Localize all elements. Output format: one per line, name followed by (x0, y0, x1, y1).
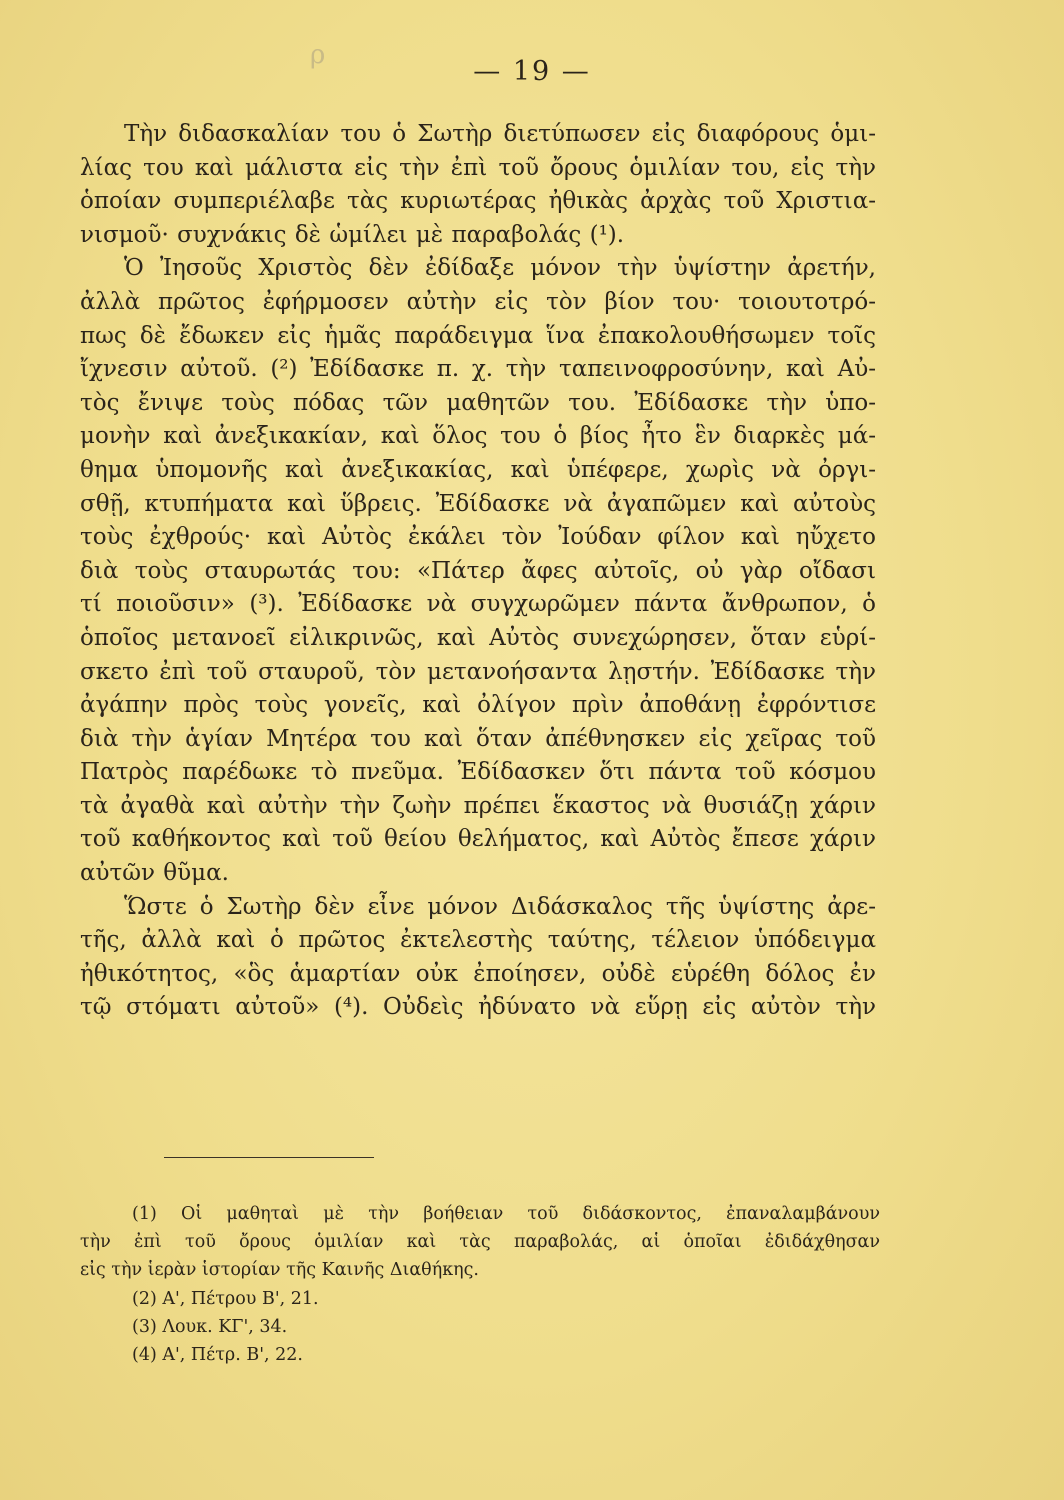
body-line: διὰ τὴν ἁγίαν Μητέρα του καὶ ὅταν ἀπέθνησκεν εἰς χεῖρας τοῦ (80, 725, 876, 752)
body-line: Πατρὸς παρέδωκε τὸ πνεῦμα. Ἐδίδασκεν ὅτι πάντα τοῦ κόσμου (80, 759, 876, 786)
body-line: νισμοῦ· συχνάκις δὲ ὡμίλει μὲ παραβολάς (¹). (80, 221, 625, 248)
footnote-line: (2) Α', Πέτρου Β', 21. (132, 1288, 319, 1309)
body-text (80, 118, 876, 1025)
page-corner-mark: ρ (310, 40, 326, 70)
body-line: ἴχνεσιν αὐτοῦ. (²) Ἐδίδασκε π. χ. τὴν ταπεινοφροσύνην, καὶ Αὐ- (80, 356, 876, 383)
body-line: ὁποίαν συμπεριέλαβε τὰς κυριωτέρας ἠθικὰς ἀρχὰς τοῦ Χριστια- (80, 188, 876, 215)
body-line: τὰ ἀγαθὰ καὶ αὐτὴν τὴν ζωὴν πρέπει ἕκαστος νὰ θυσιάζῃ χάριν (80, 792, 876, 819)
body-line: ὁποῖος μετανοεῖ εἰλικρινῶς, καὶ Αὐτὸς συνεχώρησεν, ὅταν εὑρί- (80, 624, 876, 651)
body-line: αὐτῶν θῦμα. (80, 860, 229, 887)
body-line: τὸς ἔνιψε τοὺς πόδας τῶν μαθητῶν του. Ἐδίδασκε τὴν ὑπο- (80, 389, 876, 416)
footnote-line: τὴν ἐπὶ τοῦ ὄρους ὁμιλίαν καὶ τὰς παραβολάς, αἱ ὁποῖαι ἐδιδάχθησαν (80, 1232, 880, 1253)
body-line: Ὥστε ὁ Σωτὴρ δὲν εἶνε μόνον Διδάσκαλος τῆς ὑψίστης ἀρε- (124, 893, 876, 920)
body-line: τοὺς ἐχθρούς· καὶ Αὐτὸς ἐκάλει τὸν Ἰούδαν φίλον καὶ ηὔχετο (80, 524, 876, 551)
footnote-line: (1) Οἱ μαθηταὶ μὲ τὴν βοήθειαν τοῦ διδάσκοντος, ἐπαναλαμβάνουν (132, 1204, 880, 1224)
footnotes (80, 1200, 880, 1369)
footnote-separator (164, 1157, 374, 1158)
body-line: τοῦ καθήκοντος καὶ τοῦ θείου θελήματος, καὶ Αὐτὸς ἔπεσε χάριν (80, 826, 876, 853)
body-line: πως δὲ ἔδωκεν εἰς ἡμᾶς παράδειγμα ἵνα ἐπακολουθήσωμεν τοῖς (80, 322, 876, 349)
body-line: σθῇ, κτυπήματα καὶ ὕβρεις. Ἐδίδασκε νὰ ἀγαπῶμεν καὶ αὐτοὺς (80, 490, 876, 517)
body-line: θημα ὑπομονῆς καὶ ἀνεξικακίας, καὶ ὑπέφερε, χωρὶς νὰ ὀργι- (80, 456, 876, 483)
footnote-line: εἰς τὴν ἱερὰν ἱστορίαν τῆς Καινῆς Διαθήκης. (80, 1260, 479, 1281)
body-line: τί ποιοῦσιν» (³). Ἐδίδασκε νὰ συγχωρῶμεν πάντα ἄνθρωπον, ὁ (80, 591, 876, 618)
body-line: ἀλλὰ πρῶτος ἐφήρμοσεν αὐτὴν εἰς τὸν βίον του· τοιουτοτρό- (80, 288, 876, 315)
footnote-line: (3) Λουκ. ΚΓ', 34. (132, 1316, 288, 1337)
footnote-line: (4) Α', Πέτρ. Β', 22. (132, 1345, 303, 1366)
body-line: σκετο ἐπὶ τοῦ σταυροῦ, τὸν μετανοήσαντα λῃστήν. Ἐδίδασκε τὴν (80, 658, 876, 685)
body-line: Τὴν διδασκαλίαν του ὁ Σωτὴρ διετύπωσεν εἰς διαφόρους ὁμι- (124, 121, 876, 147)
body-line: τῷ στόματι αὐτοῦ» (⁴). Οὐδεὶς ἠδύνατο νὰ εὕρῃ εἰς αὐτὸν τὴν (80, 994, 876, 1021)
page-number: — 19 — (473, 56, 591, 87)
body-line: διὰ τοὺς σταυρωτάς του: «Πάτερ ἄφες αὐτοῖς, οὐ γὰρ οἴδασι (80, 557, 876, 584)
body-line: Ὁ Ἰησοῦς Χριστὸς δὲν ἐδίδαξε μόνον τὴν ὑψίστην ἀρετήν, (124, 255, 876, 282)
body-line: λίας του καὶ μάλιστα εἰς τὴν ἐπὶ τοῦ ὄρους ὁμιλίαν του, εἰς τὴν (80, 154, 876, 181)
body-line: τῆς, ἀλλὰ καὶ ὁ πρῶτος ἐκτελεστὴς ταύτης, τέλειον ὑπόδειγμα (80, 927, 876, 954)
body-line: ἠθικότητος, «ὃς ἁμαρτίαν οὐκ ἐποίησεν, οὐδὲ εὑρέθη δόλος ἐν (80, 960, 876, 987)
body-line: μονὴν καὶ ἀνεξικακίαν, καὶ ὅλος του ὁ βίος ἦτο ἓν διαρκὲς μά- (80, 423, 876, 450)
body-line: ἀγάπην πρὸς τοὺς γονεῖς, καὶ ὀλίγον πρὶν ἀποθάνῃ ἐφρόντισε (80, 692, 876, 719)
